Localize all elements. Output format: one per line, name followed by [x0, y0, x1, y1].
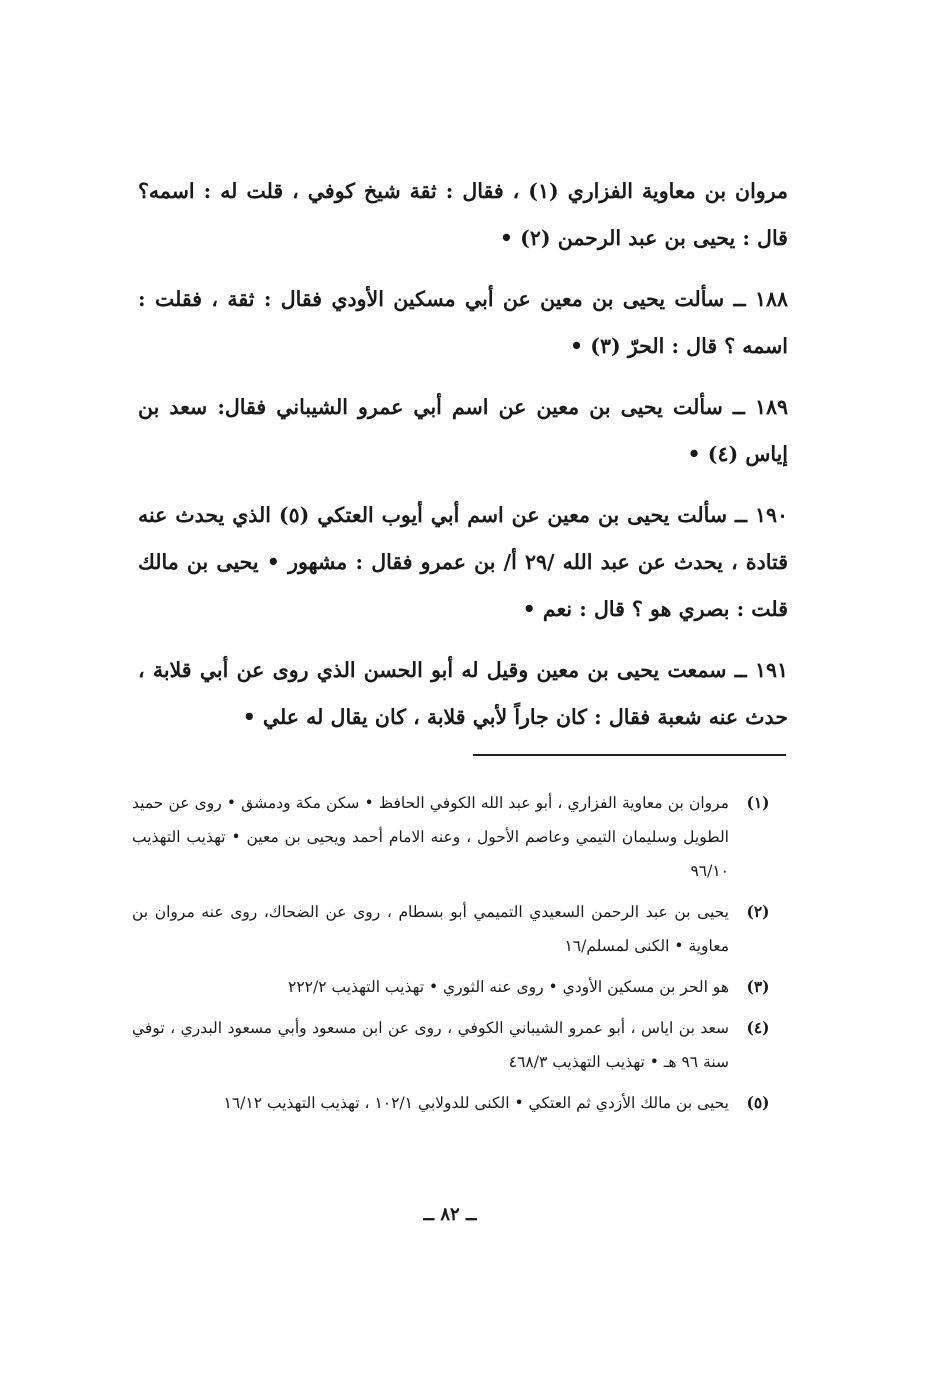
footnote-text: يحيى بن مالك الأزدي ثم العتكي • الكنى للدولابي ١٠٢/١ ، تهذيب التهذيب ١٦/١٢ [223, 1094, 729, 1112]
footnote-1 [132, 786, 787, 888]
footnote-text: مروان بن معاوية الفزاري ، أبو عبد الله الكوفي الحافظ • سكن مكة ودمشق • روى عن حميد الطويل وسليمان التيمي وعاصم الأحول ، وعنه الامام أحمد ويحيى بن معين • تهذيب التهذيب ٩٦/١٠ [132, 794, 729, 880]
footnote-2 [132, 895, 787, 963]
footnote-number: (٥) [746, 1093, 770, 1112]
paragraph-188: ١٨٨ ــ سألت يحيى بن معين عن أبي مسكين الأودي فقال : ثقة ، فقلت : اسمه ؟ قال : الحرّ (٣) • [138, 287, 788, 358]
footnote-3 [132, 970, 787, 1004]
paragraph-191: ١٩١ ــ سمعت يحيى بن معين وقيل له أبو الحسن الذي روى عن أبي قلابة ، حدث عنه شعبة فقال : كان جاراً لأبي قلابة ، كان يقال له علي • [138, 658, 788, 729]
page-number: ــ ٨٢ ــ [423, 1204, 477, 1225]
footnote-number: (٤) [746, 1018, 770, 1037]
footnote-5 [132, 1086, 787, 1120]
main-text-block [138, 168, 788, 755]
footnotes-section [132, 786, 787, 1127]
paragraph-190: ١٩٠ ــ سألت يحيى بن معين عن اسم أبي أيوب العتكي (٥) الذي يحدث عنه قتادة ، يحدث عن عبد الله /٢٩ أ/ بن عمرو فقال : مشهور • يحيى بن مالك قلت : بصري هو ؟ قال : نعم • [138, 503, 788, 621]
footnote-number: (١) [746, 793, 770, 812]
footnote-text: سعد بن اياس ، أبو عمرو الشيباني الكوفي ، روى عن ابن مسعود وأبي مسعود البدري ، توفي سنة ٩٦ هـ • تهذيب التهذيب ٤٦٨/٣ [132, 1019, 729, 1071]
footnote-text: هو الحر بن مسكين الأودي • روى عنه الثوري • تهذيب التهذيب ٢٢٢/٢ [288, 978, 729, 996]
paragraph-marwan: مروان بن معاوية الفزاري (١) ، فقال : ثقة شيخ كوفي ، قلت له : اسمه؟ قال : يحيى بن عبد الرحمن (٢) • [138, 179, 788, 250]
footnote-number: (٣) [746, 977, 770, 996]
footnote-divider [473, 754, 786, 756]
footnote-number: (٢) [746, 902, 770, 921]
footnote-4 [132, 1011, 787, 1079]
footnote-text: يحيى بن عبد الرحمن السعيدي التميمي أبو بسطام ، روى عن الضحاك، روى عنه مروان بن معاوية • الكنى لمسلم/١٦ [132, 903, 729, 955]
paragraph-189: ١٨٩ ــ سألت يحيى بن معين عن اسم أبي عمرو الشيباني فقال: سعد بن إياس (٤) • [138, 395, 788, 466]
